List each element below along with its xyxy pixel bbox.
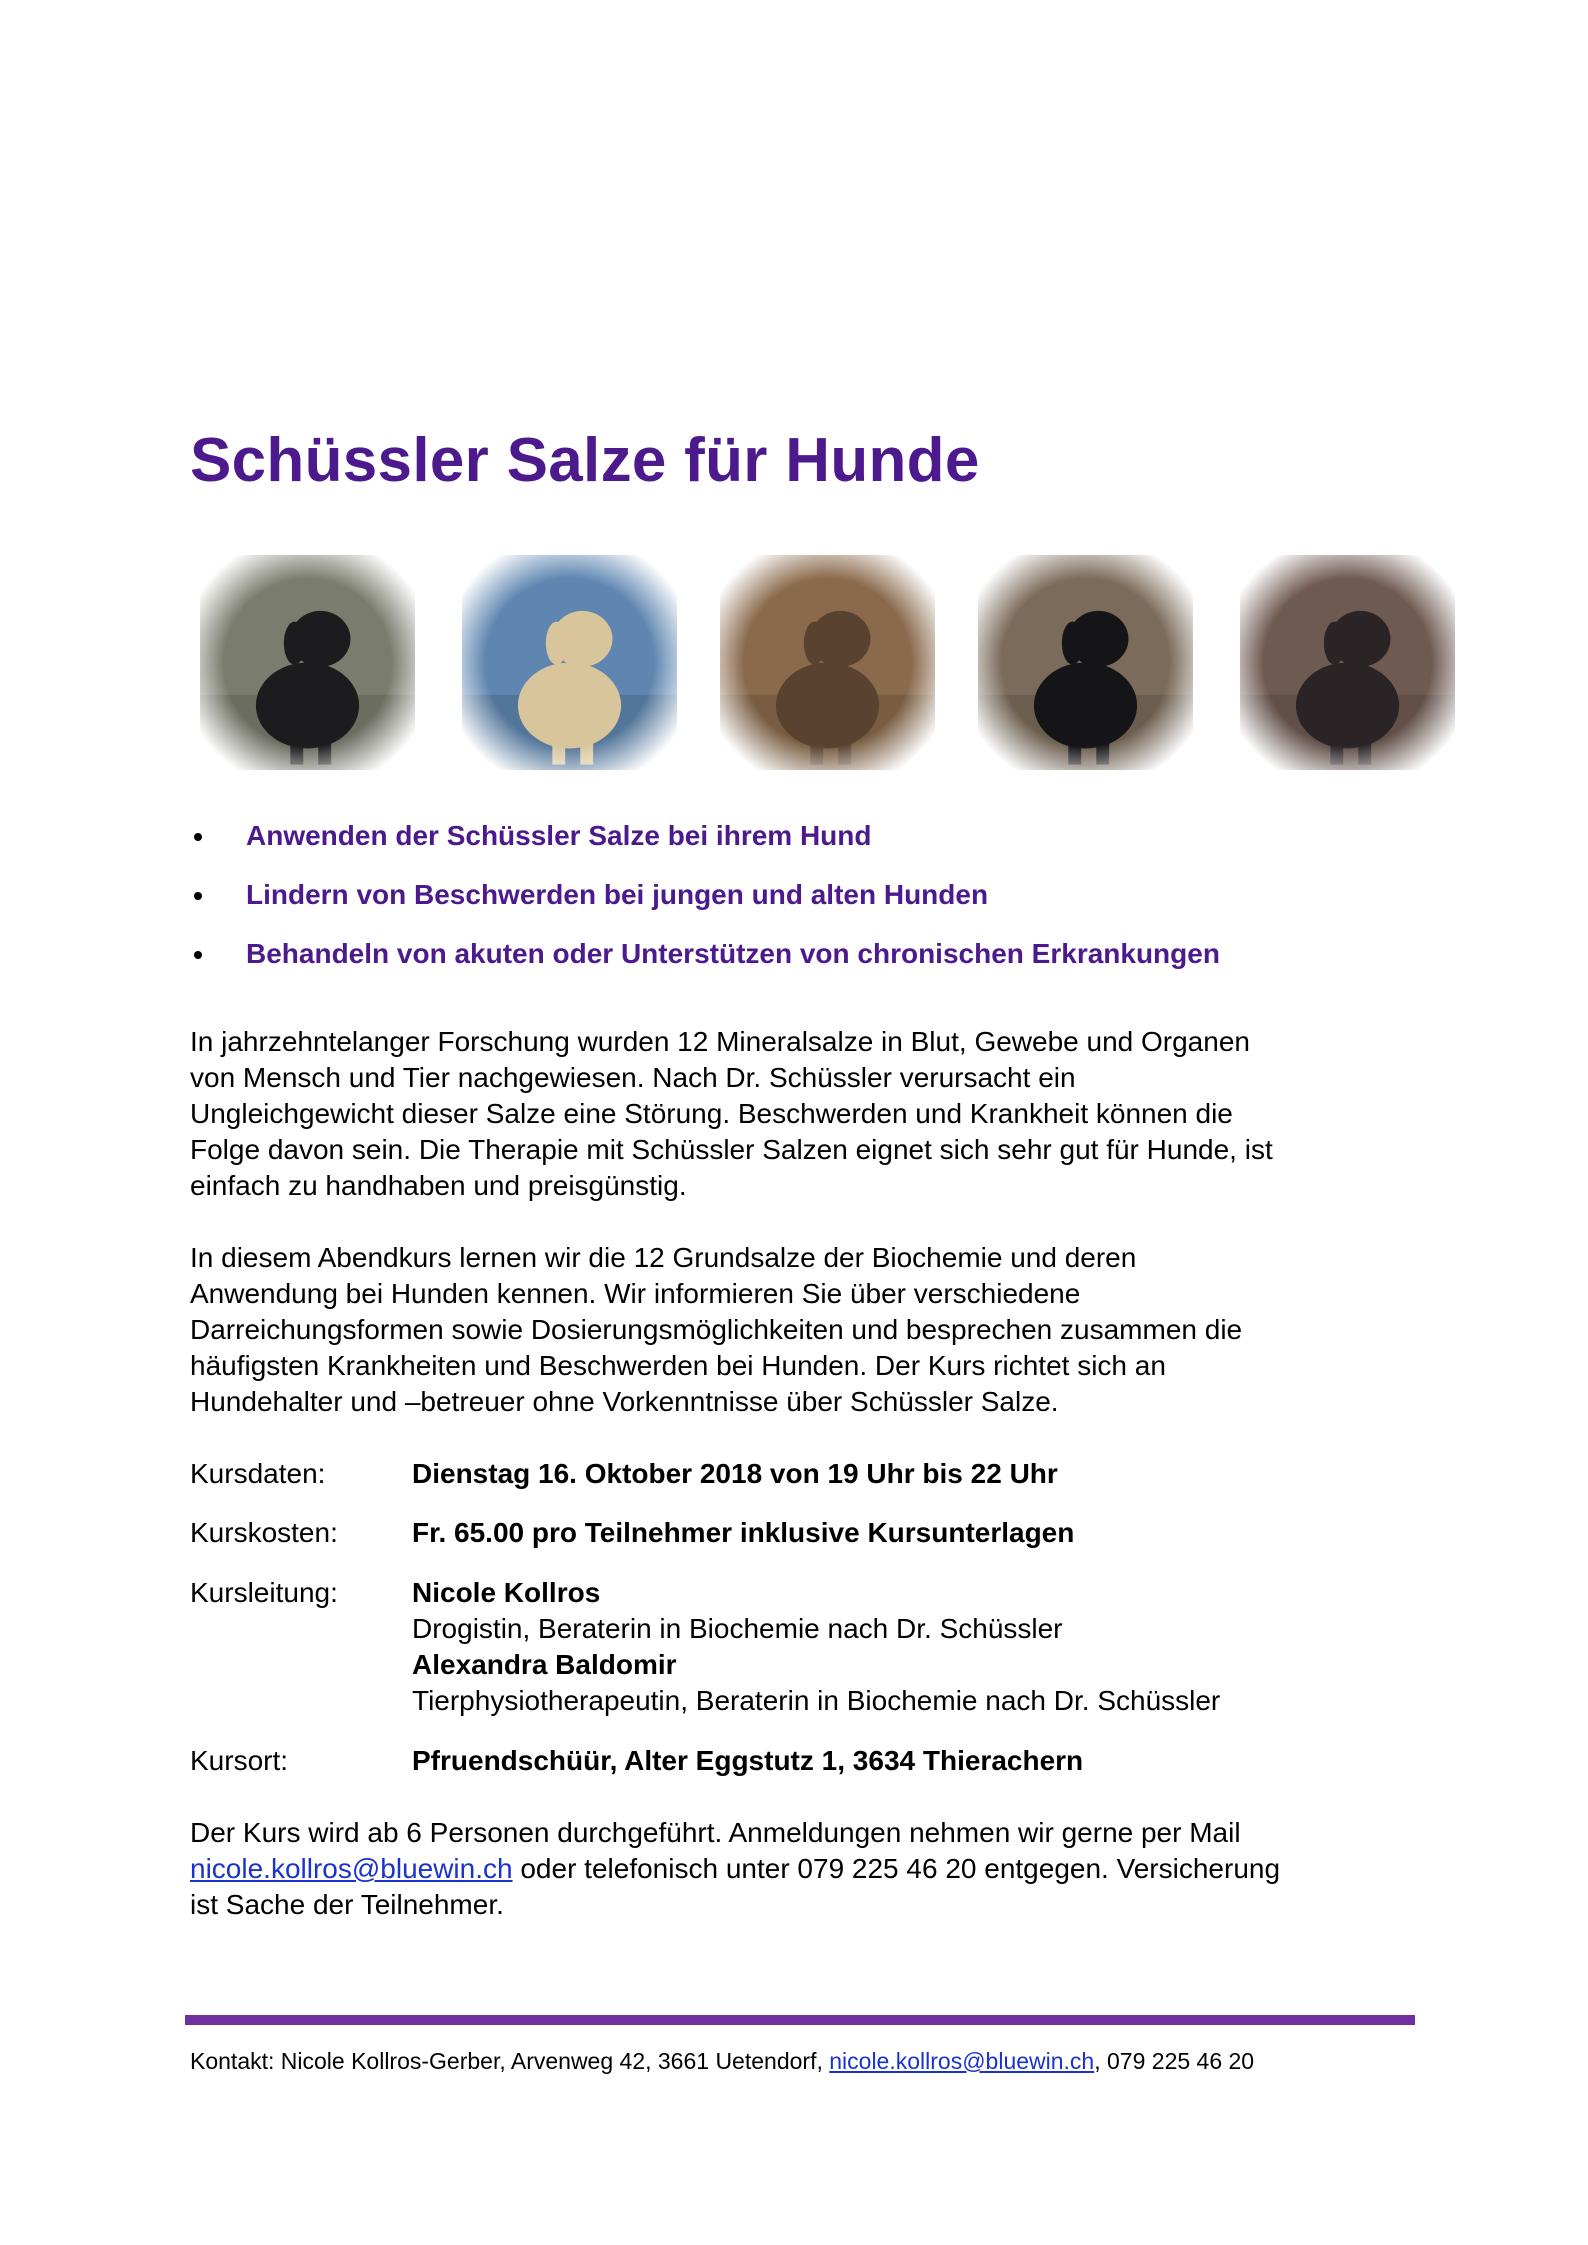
course-place-value: Pfruendschüür, Alter Eggstutz 1, 3634 Thierachern	[412, 1745, 1084, 1776]
registration-paragraph: Der Kurs wird ab 6 Personen durchgeführt. Anmeldungen nehmen wir gerne per Mail nicole.kollros@bluewin.ch oder telefonisch unter 079 225 46 20 entgegen. Versicherung ist Sache der Teilnehmer.	[190, 1817, 1281, 1920]
list-item: Lindern von Beschwerden bei jungen und alten Hunden	[190, 879, 1220, 938]
black-labrador-on-beach-photo-image	[978, 555, 1193, 770]
course-leaders-label: Kursleitung:	[190, 1577, 338, 1608]
black-labrador-on-beach-photo	[978, 555, 1193, 770]
course-dates-value: Dienstag 16. Oktober 2018 von 19 Uhr bis 22 Uhr	[412, 1458, 1058, 1489]
email-link[interactable]: nicole.kollros@bluewin.ch	[190, 1853, 513, 1884]
page-title: Schüssler Salze für Hunde	[190, 426, 980, 495]
leader-name: Nicole Kollros	[412, 1577, 601, 1608]
leader-name: Alexandra Baldomir	[412, 1649, 677, 1680]
leader-role: Drogistin, Beraterin in Biochemie nach Dr. Schüssler	[412, 1613, 1063, 1644]
list-item: Anwenden der Schüssler Salze bei ihrem Hund	[190, 820, 1220, 879]
leader-role: Tierphysiotherapeutin, Beraterin in Biochemie nach Dr. Schüssler	[412, 1685, 1221, 1716]
benefits-list	[190, 820, 1220, 997]
course-costs-label: Kurskosten:	[190, 1517, 338, 1548]
golden-doodle-in-water-photo	[462, 555, 677, 770]
footer-email-link[interactable]: nicole.kollros@bluewin.ch	[829, 2048, 1095, 2074]
spaniel-splashing-photo	[1240, 555, 1455, 770]
terrier-in-water-photo-image	[720, 555, 935, 770]
terrier-in-water-photo	[720, 555, 935, 770]
spaniel-splashing-photo-image	[1240, 555, 1455, 770]
course-dates-label: Kursdaten:	[190, 1458, 326, 1489]
bullet-icon	[194, 892, 202, 900]
intro-paragraph: In jahrzehntelanger Forschung wurden 12 Mineralsalze in Blut, Gewebe und Organen von Mensch und Tier nachgewiesen. Nach Dr. Schüssler verursacht ein Ungleichgewicht dieser Salze eine Störung. Beschwerden und Krankheit können die Folge davon sein. Die Therapie mit Schüssler Salzen eignet sich sehr gut für Hunde, ist einfach zu handhaben und preisgünstig.	[190, 1026, 1273, 1201]
bullet-icon	[194, 833, 202, 841]
course-paragraph: In diesem Abendkurs lernen wir die 12 Grundsalze der Biochemie und deren Anwendung bei Hunden kennen. Wir informieren Sie über verschiedene Darreichungsformen sowie Dosierungsmöglichkeiten und besprechen zusammen die häufigsten Krankheiten und Beschwerden bei Hunden. Der Kurs richtet sich an Hundehalter und –betreuer ohne Vorkenntnisse über Schüssler Salze.	[190, 1242, 1243, 1417]
bullet-icon	[194, 951, 202, 959]
course-costs-value: Fr. 65.00 pro Teilnehmer inklusive Kursunterlagen	[412, 1517, 1075, 1548]
list-item: Behandeln von akuten oder Unterstützen von chronischen Erkrankungen	[190, 938, 1220, 997]
black-labrador-with-toy-photo	[200, 555, 415, 770]
course-leaders-value	[412, 1575, 1220, 1719]
black-labrador-with-toy-photo-image	[200, 555, 415, 770]
footer-contact: Kontakt: Nicole Kollros-Gerber, Arvenweg 42, 3661 Uetendorf, nicole.kollros@bluewin.ch, 079 225 46 20	[190, 2048, 1255, 2074]
divider	[185, 2015, 1415, 2025]
course-place-label: Kursort:	[190, 1745, 289, 1776]
golden-doodle-in-water-photo-image	[462, 555, 677, 770]
dog-photo-strip	[200, 555, 1470, 775]
